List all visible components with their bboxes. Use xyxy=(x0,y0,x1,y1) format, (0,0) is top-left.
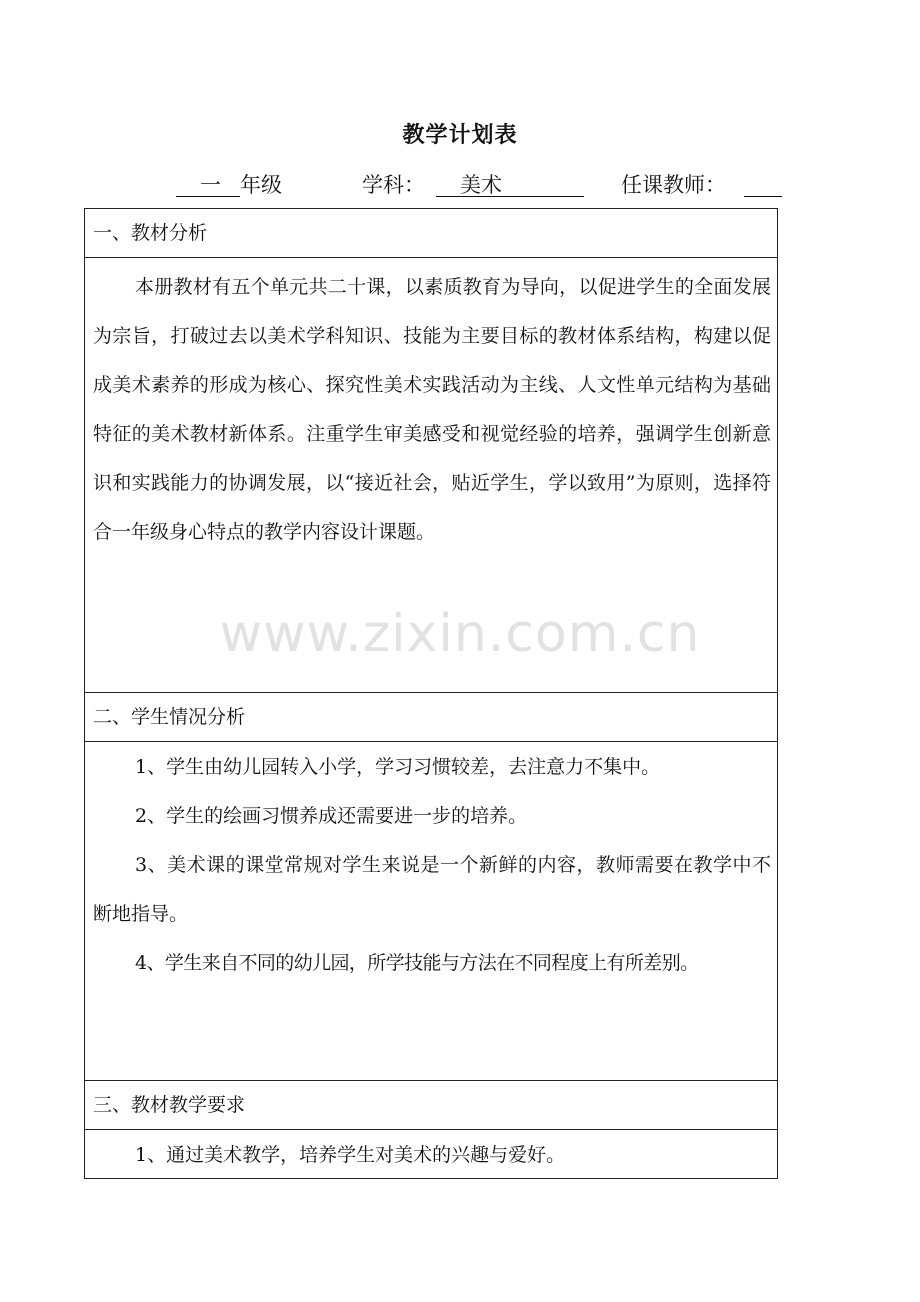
students-item-2: 2、学生的绘画习惯养成还需要进一步的培养。 xyxy=(135,805,528,827)
students-item-4: 4、学生来自不同的幼儿园，所学技能与方法在不同程度上有所差别。 xyxy=(135,952,699,974)
section-heading-requirements: 三、教材教学要求 xyxy=(93,1094,246,1116)
divider xyxy=(85,741,777,742)
subject-value: 美术 xyxy=(460,173,502,197)
divider xyxy=(85,257,777,258)
watermark: www.zixin.com.cn xyxy=(219,604,701,664)
subject-label: 学科： xyxy=(362,173,425,197)
materials-analysis-text: 本册教材有五个单元共二十课，以素质教育为导向，以促进学生的全面发展为宗旨，打破过去以美术学科知识、技能为主要目标的教材体系结构，构建以促成美术素养的形成为核心、探究性美术实践活动为主线、人文性单元结构为基础特征的美术教材新体系。注重学生审美感受和视觉经验的培养，强调学生创新意识和实践能力的协调发展，以“接近社会，贴近学生，学以致用”为原则，选择符合一年级身心特点的教学内容设计课题。 xyxy=(93,276,771,543)
grade-label: 年级 xyxy=(240,173,282,197)
grade-underline xyxy=(176,196,240,197)
requirements-item-1: 1、通过美术教学，培养学生对美术的兴趣与爱好。 xyxy=(135,1144,566,1166)
plan-table xyxy=(84,208,778,1179)
students-item-3: 3、美术课的课堂常规对学生来说是一个新鲜的内容，教师需要在教学中不断地指导。 xyxy=(93,854,771,925)
grade-value: 一 xyxy=(200,173,221,197)
subject-underline xyxy=(436,196,584,197)
teacher-label: 任课教师： xyxy=(621,173,726,197)
students-item-1: 1、学生由幼儿园转入小学，学习习惯较差，去注意力不集中。 xyxy=(135,756,661,778)
section-heading-students: 二、学生情况分析 xyxy=(93,706,246,728)
section-heading-materials: 一、教材分析 xyxy=(93,222,208,244)
page-title: 教学计划表 xyxy=(402,123,518,148)
teacher-underline xyxy=(744,196,782,197)
divider xyxy=(85,1129,777,1130)
